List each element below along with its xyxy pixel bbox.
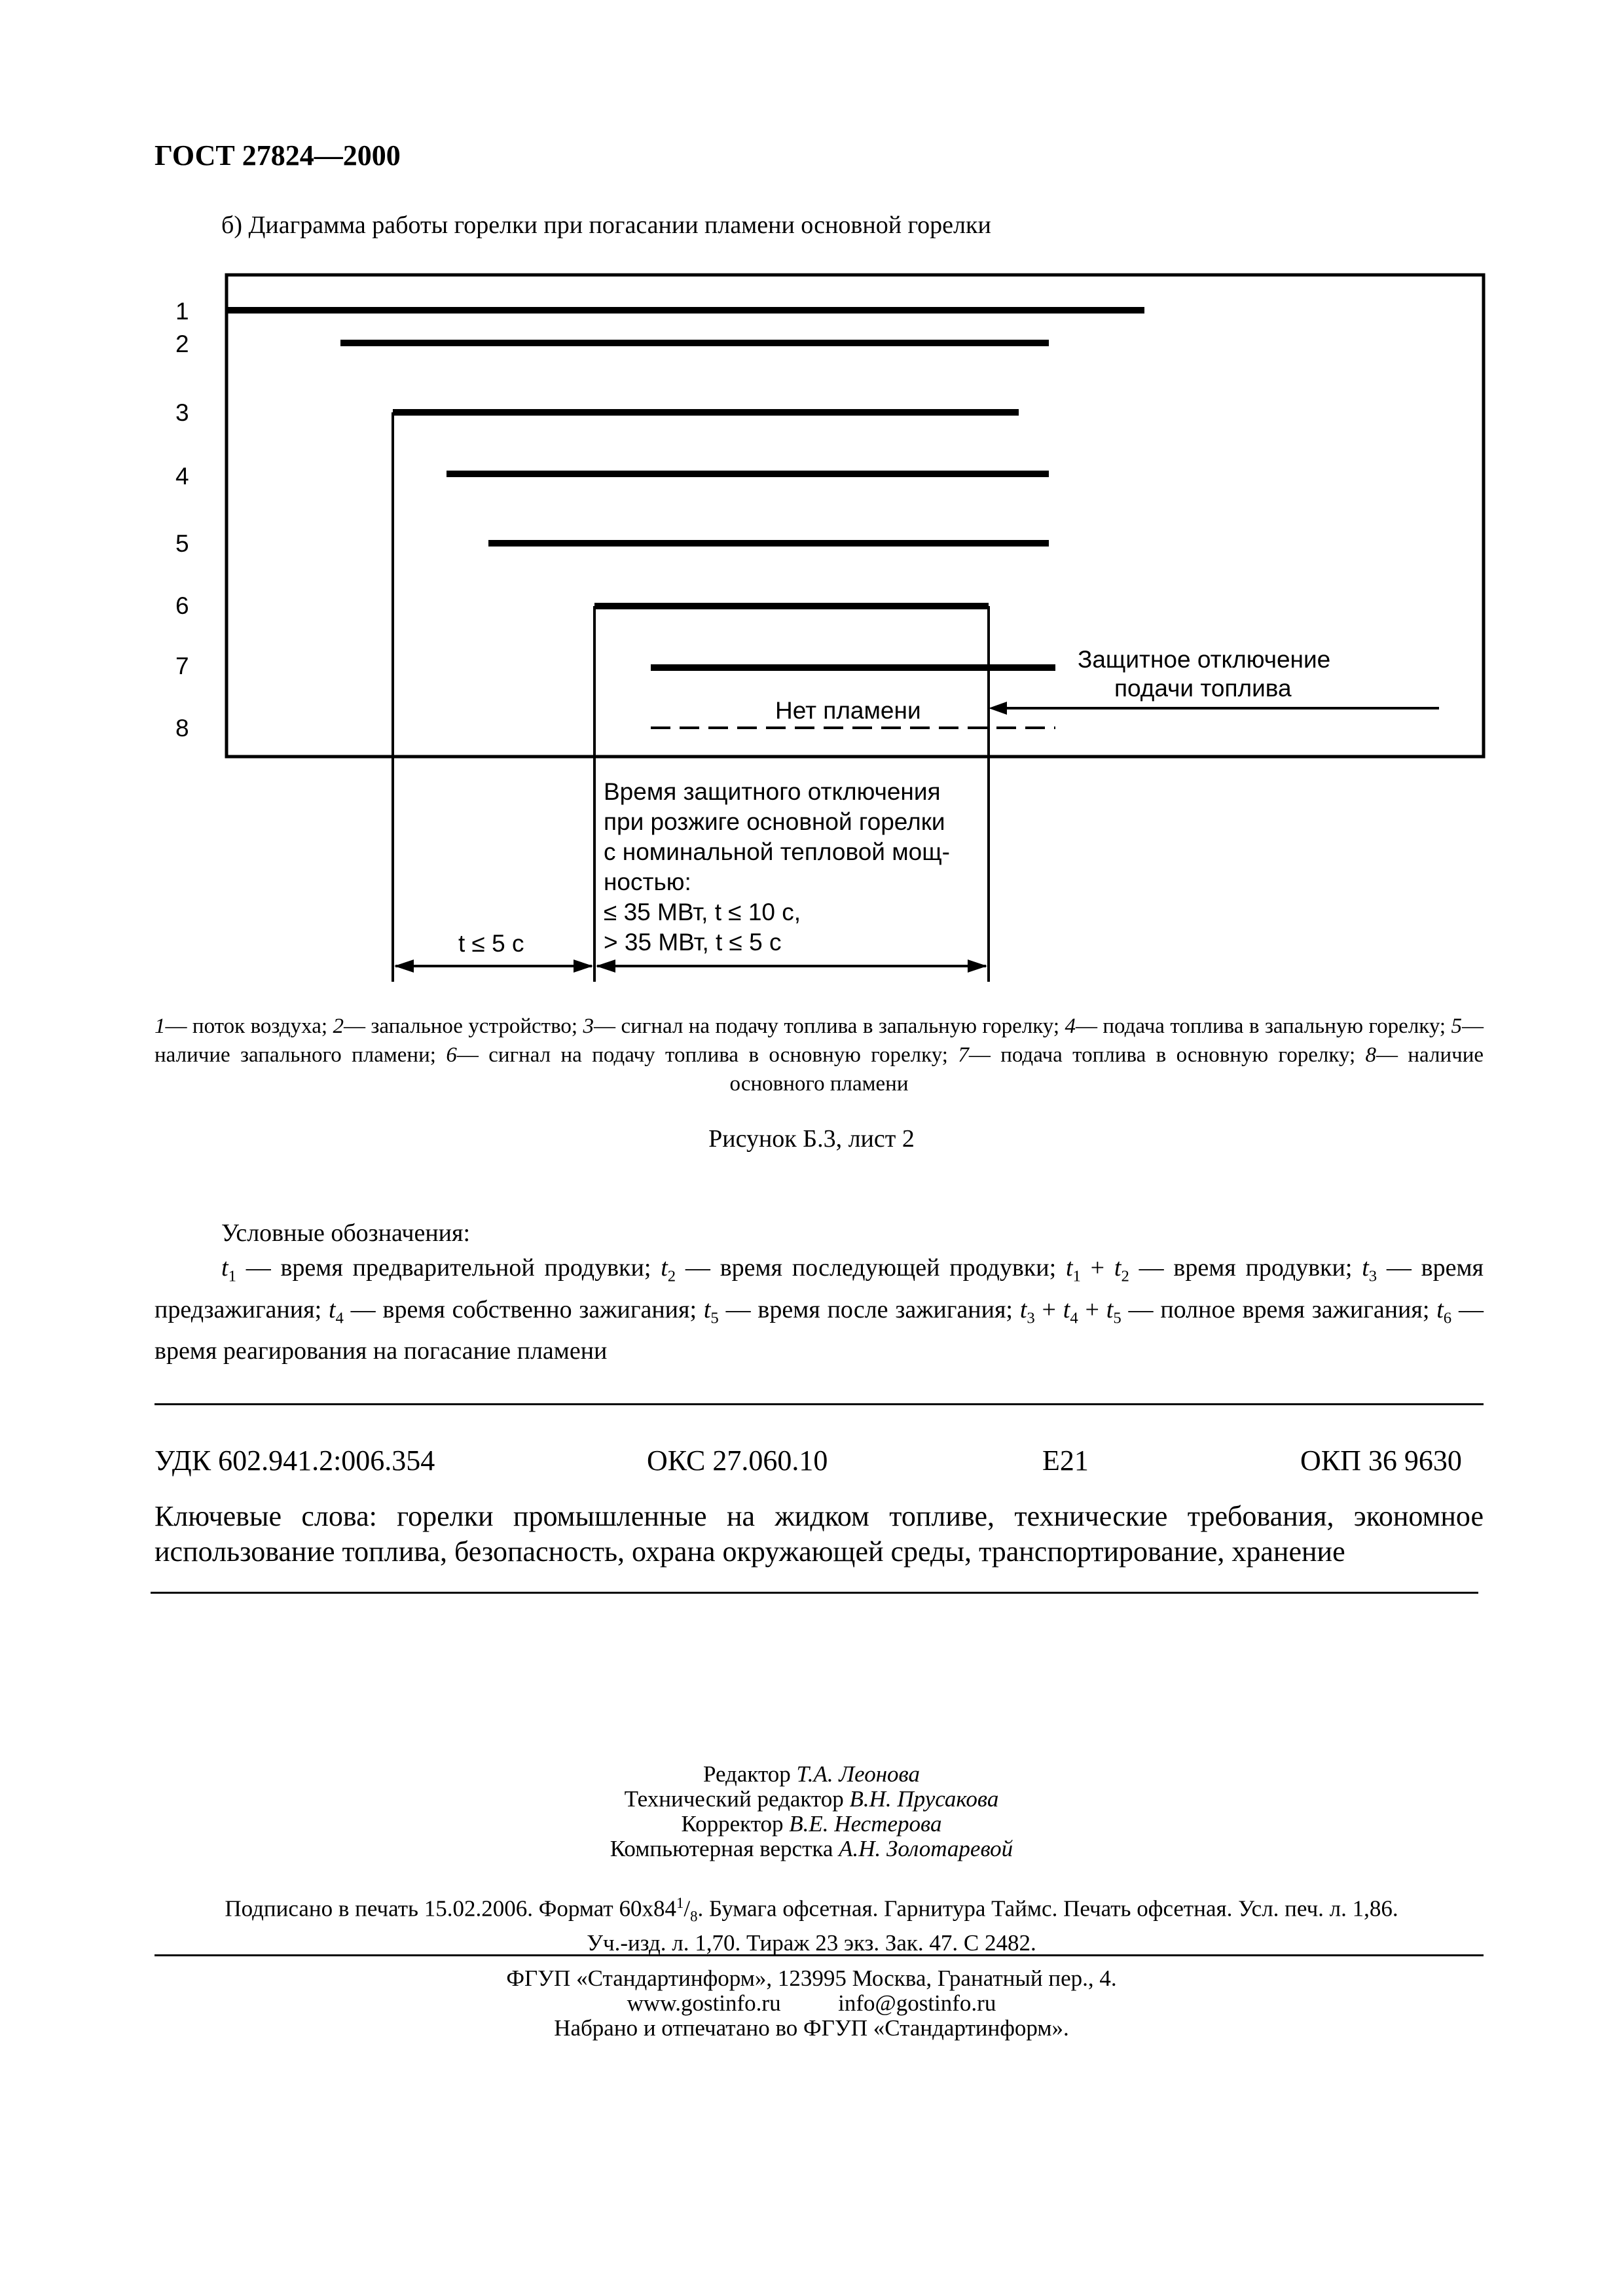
oks-code: ОКС 27.060.10 [647, 1444, 828, 1477]
note-line-4: ностью: [604, 869, 691, 895]
legend-num: 6 [446, 1043, 457, 1067]
credit-editor: Редактор Т.А. Леонова [702, 1761, 921, 1787]
credits [0, 1762, 1623, 1861]
label-shutdown-line1: Защитное отключение [1078, 646, 1331, 673]
publisher-email: info@gostinfo.ru [838, 1990, 996, 2016]
interval-label: t ≤ 5 с [458, 930, 524, 957]
keywords: Ключевые слова: горелки промышленные на жидком топливе, технические требования, экономное использование топлива, безопасность, охрана окружающей среды, транспортирование, хранение [155, 1500, 1484, 1568]
legend-num: 7 [958, 1043, 969, 1067]
row-label-3: 3 [175, 399, 189, 426]
legend-text: — подача топлива в запальную горелку; [1075, 1014, 1446, 1038]
note-line-5: ≤ 35 МВт, t ≤ 10 с, [604, 899, 801, 925]
diagram-frame [227, 275, 1484, 757]
divider-keywords [151, 1592, 1478, 1594]
figure-label: Рисунок Б.3, лист 2 [708, 1125, 915, 1153]
divider-top [155, 1403, 1484, 1405]
row-label-2: 2 [175, 331, 189, 357]
row-label-5: 5 [175, 530, 189, 557]
okp-code: ОКП 36 9630 [1300, 1444, 1462, 1477]
row-label-6: 6 [175, 592, 189, 619]
legend-text: — запальное устройство; [343, 1014, 578, 1038]
publisher-printed: Набрано и отпечатано во ФГУП «Стандартинформ». [554, 2015, 1069, 2041]
figure-caption: б) Диаграмма работы горелки при погасании пламени основной горелки [221, 211, 991, 239]
legend-text: — наличие запального пламени; [155, 1014, 1484, 1067]
publisher-website: www.gostinfo.ru [627, 1990, 781, 2016]
row-label-4: 4 [175, 463, 189, 490]
document-code: ГОСТ 27824—2000 [155, 139, 401, 171]
legend-text: — сигнал на подачу топлива в основную горелку; [456, 1043, 948, 1067]
shutdown-arrow-head [989, 702, 1007, 715]
legend-num: 4 [1065, 1014, 1076, 1038]
legend-num: 8 [1365, 1043, 1377, 1067]
publisher-contacts [0, 1991, 1623, 2016]
legend-num: 3 [583, 1014, 594, 1038]
figure-legend [155, 1012, 1484, 1098]
legend-text: — поток воздуха; [165, 1014, 328, 1038]
row-label-1: 1 [175, 298, 189, 325]
publisher [0, 1966, 1623, 2041]
dimension-arrow-left-end [574, 960, 593, 973]
notation-body: $t_1$ — время предварительной продувки; $t_2$ — время последующей продувки; $t_1 + t_2$ — время продувки; $t_3$ — время предзажигания; $t_4$ — время собственно зажигания; $t_5$ — время после зажигания; $t_3 + t_4 + t_5$ — полное время зажигания; $t_6$ — время реагирования на погасание пламени [155, 1254, 1484, 1365]
publisher-address: ФГУП «Стандартинформ», 123995 Москва, Гранатный пер., 4. [506, 1965, 1117, 1991]
note-line-3: с номинальной тепловой мощ- [604, 838, 951, 865]
label-no-flame: Нет пламени [775, 697, 921, 724]
legend-text: — сигнал на подачу топлива в запальную горелку; [594, 1014, 1060, 1038]
notation-heading: Условные обозначения: [221, 1219, 471, 1247]
udk-code: УДК 602.941.2:006.354 [155, 1444, 435, 1477]
row-label-7: 7 [175, 653, 189, 679]
legend-num: 5 [1451, 1014, 1463, 1038]
note-line-6: > 35 МВт, t ≤ 5 с [604, 929, 782, 956]
label-shutdown-line2: подачи топлива [1114, 675, 1292, 702]
credit-layout: Компьютерная верстка А.Н. Золотаревой [610, 1836, 1013, 1861]
dimension-arrow-left-start [394, 960, 414, 973]
legend-num: 1 [155, 1014, 166, 1038]
dimension-arrow-right-start [596, 960, 615, 973]
print-info-line2: Уч.-изд. л. 1,70. Тираж 23 экз. Зак. 47. С 2482. [587, 1929, 1036, 1956]
legend-text: — подача топлива в основную горелку; [968, 1043, 1356, 1067]
dimension-arrow-right-end [968, 960, 987, 973]
credit-corrector: Корректор В.Е. Нестерова [681, 1811, 942, 1837]
divider-publisher [155, 1954, 1484, 1956]
print-info-line1: Подписано в печать 15.02.2006. Формат $60x84^1/_8$. Бумага офсетная. Гарнитура Таймс. Печать офсетная. Усл. печ. л. 1,86. [225, 1895, 1398, 1925]
burner-timing-diagram [0, 0, 1623, 1021]
note-line-2: при розжиге основной горелки [604, 808, 945, 835]
legend-text: — наличие основного пламени [729, 1043, 1484, 1096]
row-label-8: 8 [175, 715, 189, 742]
credit-tech-editor: Технический редактор В.Н. Прусакова [624, 1786, 999, 1812]
note-line-1: Время защитного отключения [604, 778, 941, 805]
e-code: E21 [1042, 1444, 1089, 1477]
print-info [0, 1890, 1623, 1956]
legend-num: 2 [333, 1014, 344, 1038]
